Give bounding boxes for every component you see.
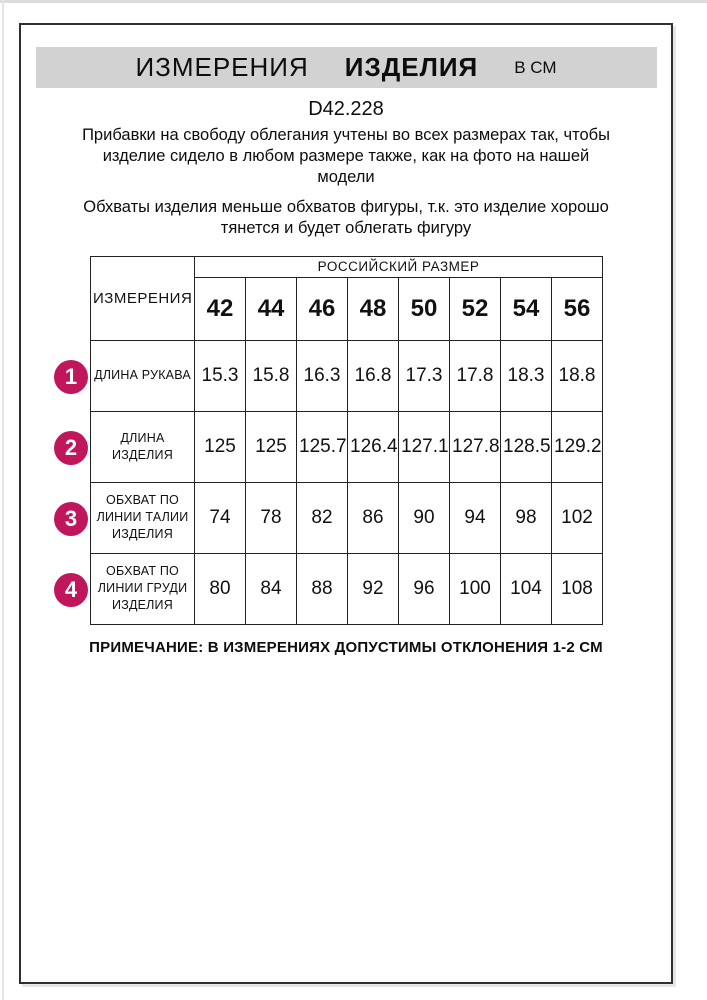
intro-paragraph-fit: Прибавки на свободу облегания учтены во всех размерах так, чтобы изделие сидело в любом размере также, как на фото на нашей модели [82, 126, 610, 186]
size-header: 48 [348, 277, 399, 340]
size-header: 46 [297, 277, 348, 340]
table-row-waist-girth [91, 482, 603, 553]
value-cell: 100 [450, 553, 501, 624]
value-cell: 82 [297, 482, 348, 553]
value-cell: 108 [552, 553, 603, 624]
value-cell: 128.5 [501, 411, 552, 482]
value-cell: 102 [552, 482, 603, 553]
value-cell: 104 [501, 553, 552, 624]
value-cell: 86 [348, 482, 399, 553]
row-label: ДЛИНА РУКАВА [91, 340, 195, 411]
row-number-badge: 3 [54, 502, 88, 536]
value-cell: 125.7 [297, 411, 348, 482]
russian-size-group-header: РОССИЙСКИЙ РАЗМЕР [195, 256, 603, 277]
row-label: ОБХВАТ ПО ЛИНИИ ТАЛИИ ИЗДЕЛИЯ [91, 482, 195, 553]
size-header: 54 [501, 277, 552, 340]
title-bar [36, 47, 657, 88]
value-cell: 125 [195, 411, 246, 482]
value-cell: 17.3 [399, 340, 450, 411]
size-header: 42 [195, 277, 246, 340]
intro-paragraph-stretch: Обхваты изделия меньше обхватов фигуры, т.к. это изделие хорошо тянется и будет облегать фигуру [83, 197, 609, 237]
tolerance-note: ПРИМЕЧАНИЕ: В ИЗМЕРЕНИЯХ ДОПУСТИМЫ ОТКЛОНЕНИЯ 1-2 СМ [89, 638, 603, 656]
value-cell: 98 [501, 482, 552, 553]
product-code: D42.228 [308, 98, 384, 120]
table-row-product-length [91, 411, 603, 482]
title-product: ИЗДЕЛИЯ [344, 52, 479, 82]
value-cell: 127.1 [399, 411, 450, 482]
size-table-zone [64, 256, 602, 625]
table-row-chest-girth [91, 553, 603, 624]
value-cell: 90 [399, 482, 450, 553]
measurements-column-header: ИЗМЕРЕНИЯ [91, 256, 195, 340]
value-cell: 94 [450, 482, 501, 553]
value-cell: 15.8 [246, 340, 297, 411]
title-measurements: ИЗМЕРЕНИЯ [135, 52, 309, 82]
size-header: 52 [450, 277, 501, 340]
row-label: ДЛИНА ИЗДЕЛИЯ [91, 411, 195, 482]
value-cell: 96 [399, 553, 450, 624]
size-table [90, 256, 603, 625]
size-header: 50 [399, 277, 450, 340]
page-edge-top [0, 0, 707, 3]
row-number-badge: 1 [54, 360, 88, 394]
document-frame [19, 23, 673, 984]
value-cell: 84 [246, 553, 297, 624]
value-cell: 17.8 [450, 340, 501, 411]
table-row-sleeve-length [91, 340, 603, 411]
value-cell: 18.8 [552, 340, 603, 411]
value-cell: 80 [195, 553, 246, 624]
table-header-group-row [91, 256, 603, 277]
value-cell: 18.3 [501, 340, 552, 411]
value-cell: 78 [246, 482, 297, 553]
title-unit: В СМ [514, 57, 557, 77]
value-cell: 125 [246, 411, 297, 482]
value-cell: 92 [348, 553, 399, 624]
row-number-badge: 2 [54, 431, 88, 465]
value-cell: 15.3 [195, 340, 246, 411]
value-cell: 127.8 [450, 411, 501, 482]
value-cell: 16.8 [348, 340, 399, 411]
size-header: 56 [552, 277, 603, 340]
row-number-badge: 4 [54, 573, 88, 607]
value-cell: 74 [195, 482, 246, 553]
size-header: 44 [246, 277, 297, 340]
value-cell: 16.3 [297, 340, 348, 411]
value-cell: 126.4 [348, 411, 399, 482]
row-label: ОБХВАТ ПО ЛИНИИ ГРУДИ ИЗДЕЛИЯ [91, 553, 195, 624]
value-cell: 129.2 [552, 411, 603, 482]
page-edge-left [2, 0, 4, 1000]
value-cell: 88 [297, 553, 348, 624]
